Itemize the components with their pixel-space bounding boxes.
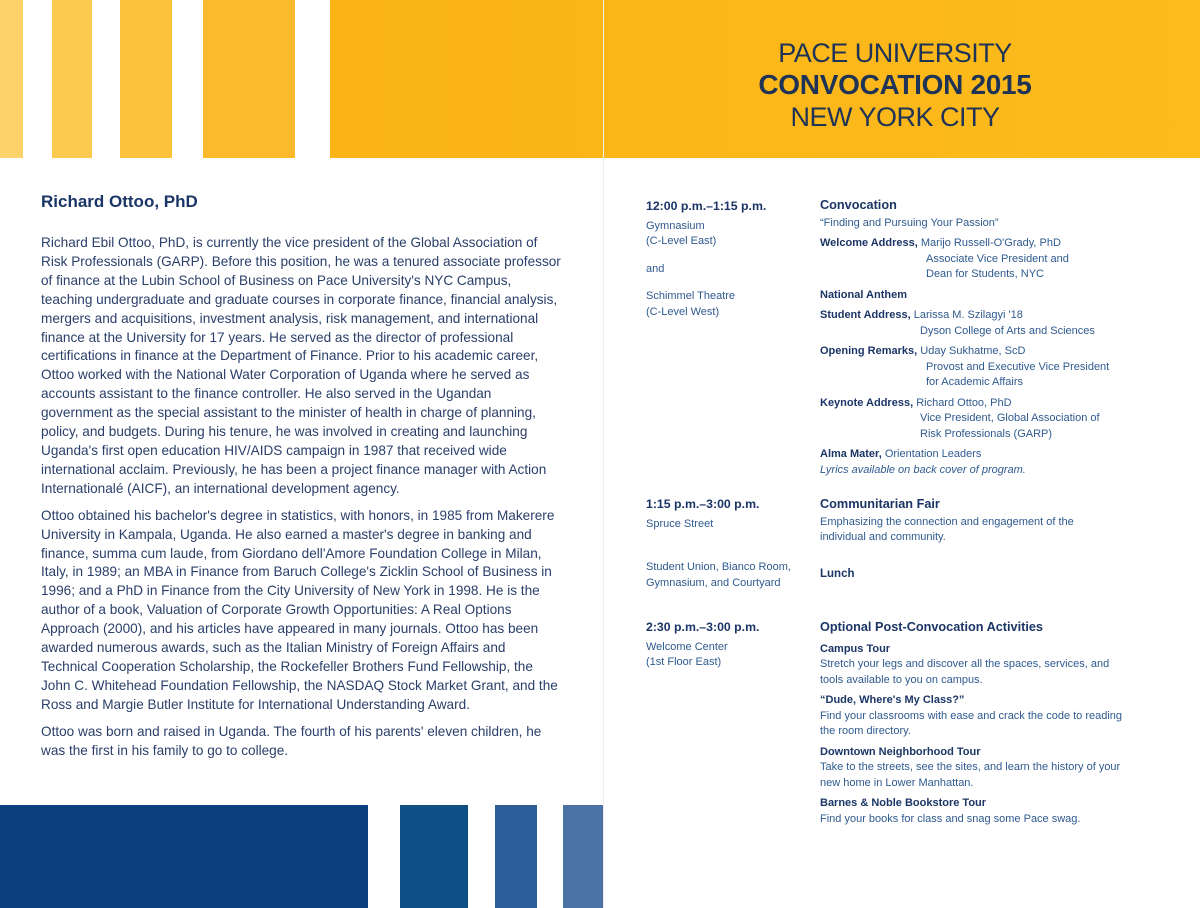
activity-description: Find your books for class and snag some Pace swag. (820, 812, 1081, 825)
activity-label: Campus Tour (820, 642, 891, 655)
stripe-decoration (120, 0, 172, 158)
session-3-events (820, 620, 1125, 832)
event-title: Lunch (820, 567, 855, 580)
stripe-decoration (52, 0, 92, 158)
item-label: Welcome Address, (820, 237, 918, 249)
session-1-time-location (646, 199, 766, 320)
activity-label: “Dude, Where's My Class?” (820, 694, 965, 706)
activity-item (820, 745, 1125, 792)
stripe-decoration (203, 0, 295, 158)
item-role: Associate Vice President and (926, 252, 1069, 265)
session-time: 12:00 p.m.–1:15 p.m. (646, 199, 767, 213)
title-line-3: NEW YORK CITY (790, 102, 1000, 132)
item-label: Student Address, (820, 309, 911, 321)
conjunction: and (646, 262, 665, 275)
location: Welcome Center (646, 640, 728, 653)
session-1-events (820, 198, 1140, 483)
item-label: Alma Mater, (820, 448, 882, 460)
activity-item (820, 693, 1125, 740)
location: Student Union, Bianco Room, Gymnasium, and Courtyard (646, 561, 791, 589)
fold-line (603, 0, 604, 908)
session-2-events (820, 497, 1100, 584)
stripe-decoration (0, 805, 368, 908)
program-item (820, 308, 1140, 339)
event-title: Communitarian Fair (820, 497, 940, 511)
item-role: Vice President, Global Association of (920, 412, 1100, 424)
location: (C-Level East) (646, 235, 717, 247)
page-title (700, 37, 1090, 133)
program-item (820, 236, 1140, 283)
stripe-decoration (495, 805, 537, 908)
title-line-1: PACE UNIVERSITY (778, 38, 1012, 68)
location: Schimmel Theatre (646, 290, 736, 302)
activity-description: Stretch your legs and discover all the spaces, services, and tools available to you on campus. (820, 658, 1110, 686)
activity-label: Barnes & Noble Bookstore Tour (820, 797, 987, 809)
bio-paragraph: Richard Ebil Ottoo, PhD, is currently the vice president of the Global Association of Risk Professionals (GARP). Before this position, he was a tenured associate professor of finance at the Lubin School of Business on Pace University's NYC Campus, teaching undergraduate and graduate courses in corporate finance, financial analysis, mergers and acquisitions, investment analysis, risk management, and international finance at the University for 17 years. He served as the director of professional certifications in finance at the Department of Finance. Prior to his academic career, Ottoo worked with the National Water Corporation of Uganda where he served as accounts assistant to the finance controller. He also served in the Ugandan government as the special assistant to the minister of health in charge of planning, policy, and budgets. During his tenure, he was involved in creating and launching Uganda's first open education HIV/AIDS campaign in 1987 that received wide international acclaim. Previously, he has been a project finance manager with Action Internationalé (AICF), an international development agency. (41, 235, 561, 496)
item-role: for Academic Affairs (926, 376, 1024, 388)
item-person: Orientation Leaders (884, 448, 982, 460)
location: Gymnasium (646, 219, 705, 232)
session-3-time-location (646, 620, 759, 671)
program-item (820, 396, 1140, 443)
bio-paragraph: Ottoo obtained his bachelor's degree in statistics, with honors, in 1985 from Makerere University in Kampala, Uganda. He also earned a master's degree in banking and finance, summa cum laude, from Giordano dell'Amore Foundation College in Milan, Italy, in 1989; an MBA in Finance from Baruch College's Zicklin School of Business in 1996; and a PhD in Finance from the City University of New York in 1998. He is the author of a book, Valuation of Corporate Growth Opportunities: A Real Options Approach (2000), and his articles have appeared in many journals. Ottoo has been awarded numerous awards, such as the Italian Ministry of Foreign Affairs and Technical Cooperation Scholarship, the Rockefeller Brothers Fund Fellowship, the John C. Whitehead Foundation Fellowship, the NASDAQ Stock Market Grant, and the Ross and Margie Butler Institute for International Understanding Award. (41, 507, 558, 712)
activity-label: Downtown Neighborhood Tour (820, 745, 981, 758)
bio-paragraph: Ottoo was born and raised in Uganda. The fourth of his parents' eleven children, he was the first in his family to go to college. (41, 723, 542, 758)
title-line-2: CONVOCATION 2015 (758, 69, 1032, 100)
item-label: National Anthem (820, 288, 907, 301)
event-title: Convocation (820, 198, 897, 212)
session-2-time-location (646, 497, 796, 591)
program-item (820, 344, 1140, 391)
item-role: Provost and Executive Vice President (926, 360, 1110, 373)
item-person: Larissa M. Szilagyi '18 (913, 309, 1023, 321)
item-note: Lyrics available on back cover of program. (820, 463, 1026, 476)
speaker-name: Richard Ottoo, PhD (41, 192, 198, 211)
stripe-decoration (563, 805, 604, 908)
program-item (820, 447, 1140, 478)
program-item (820, 288, 1140, 304)
event-title: Optional Post-Convocation Activities (820, 620, 1043, 634)
item-role: Risk Professionals (GARP) (920, 427, 1053, 440)
item-label: Keynote Address, (820, 396, 914, 409)
session-time: 2:30 p.m.–3:00 p.m. (646, 620, 760, 634)
item-person: Uday Sukhatme, ScD (920, 345, 1026, 357)
activity-item (820, 796, 1125, 827)
item-label: Opening Remarks, (820, 345, 918, 357)
speaker-bio (41, 192, 561, 768)
stripe-decoration (400, 805, 468, 908)
activity-description: Find your classrooms with ease and crack the code to reading the room directory. (820, 709, 1123, 737)
location: (1st Floor East) (646, 656, 722, 668)
event-description: Emphasizing the connection and engagement of the individual and community. (820, 515, 1074, 543)
item-person: Marijo Russell-O'Grady, PhD (920, 237, 1061, 249)
location: (C-Level West) (646, 305, 720, 318)
activity-description: Take to the streets, see the sites, and learn the history of your new home in Lower Manhattan. (820, 761, 1121, 789)
location: Spruce Street (646, 517, 714, 530)
stripe-decoration (0, 0, 23, 158)
item-role: Dean for Students, NYC (926, 268, 1045, 280)
session-time: 1:15 p.m.–3:00 p.m. (646, 497, 760, 511)
item-role: Dyson College of Arts and Sciences (920, 324, 1095, 337)
item-person: Richard Ottoo, PhD (916, 396, 1012, 409)
event-subtitle: “Finding and Pursuing Your Passion” (820, 216, 999, 229)
activity-item (820, 642, 1125, 689)
